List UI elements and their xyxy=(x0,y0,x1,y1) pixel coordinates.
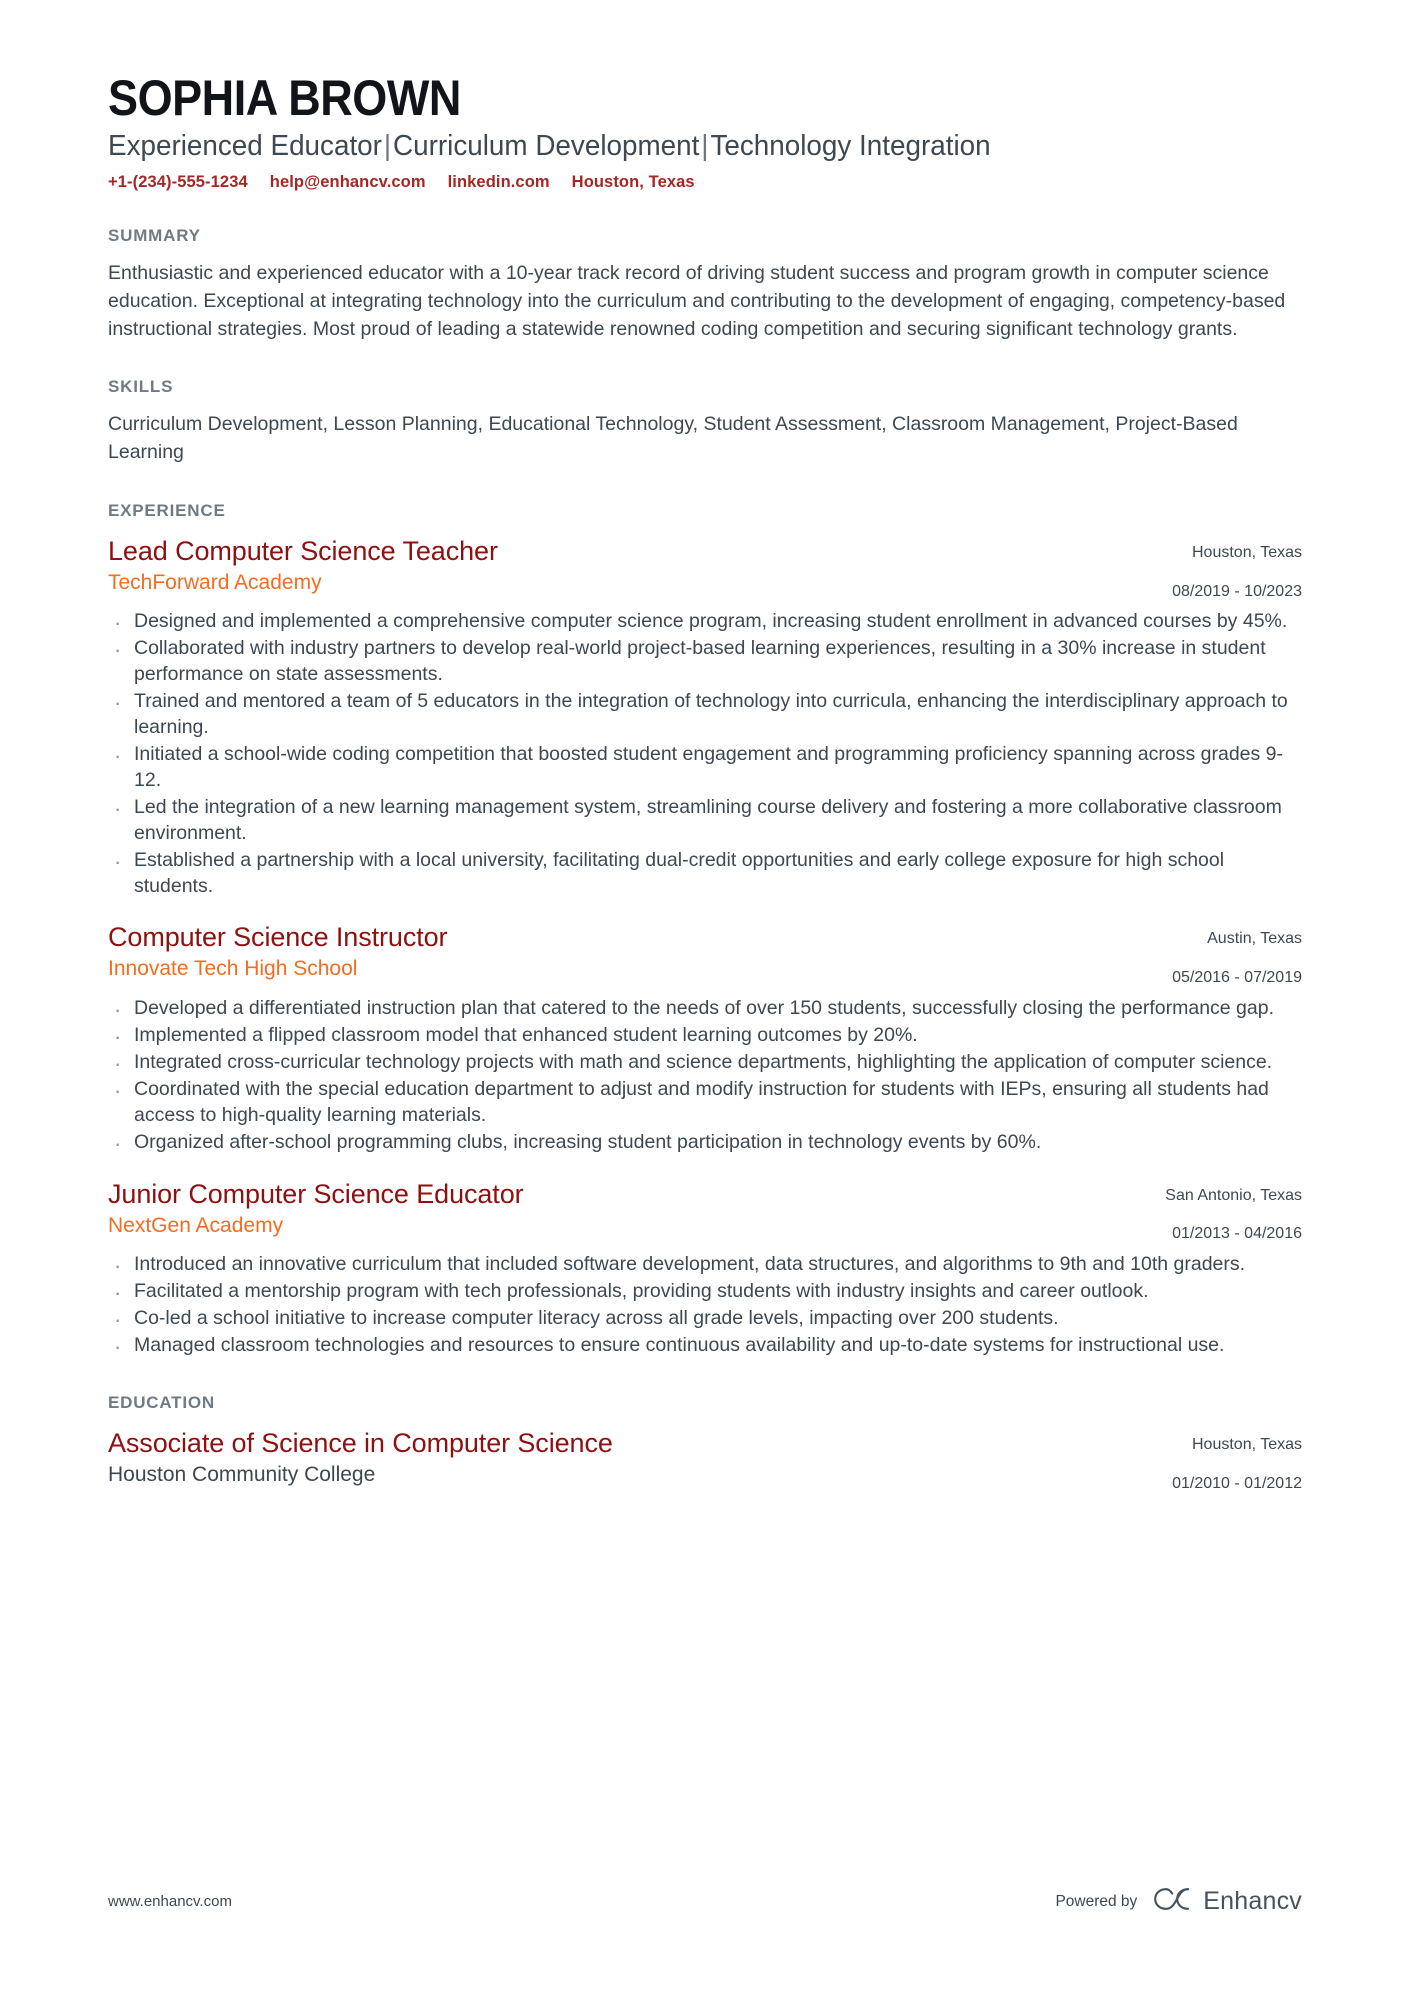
experience-organization: Innovate Tech High School xyxy=(108,957,358,981)
experience-entry xyxy=(108,535,1302,900)
contact-phone[interactable]: +1-(234)-555-1234 xyxy=(108,173,248,192)
experience-dates: 05/2016 - 07/2019 xyxy=(1172,969,1302,987)
experience-dates: 08/2019 - 10/2023 xyxy=(1172,582,1302,600)
section-heading-experience: EXPERIENCE xyxy=(108,500,226,520)
list-item: · Organized after-school programming clubs, increasing student participation in technology events by 60%. xyxy=(108,1130,1302,1156)
footer-url[interactable]: www.enhancv.com xyxy=(108,1893,232,1910)
section-skills xyxy=(108,377,1302,466)
section-education xyxy=(108,1393,1302,1495)
powered-by-label: Powered by xyxy=(1055,1892,1138,1910)
experience-bullets xyxy=(108,609,1302,899)
list-item: · Established a partnership with a local university, facilitating dual-credit opportunities and early college exposure for high school students. xyxy=(108,848,1302,900)
experience-role: Junior Computer Science Educator xyxy=(108,1178,524,1209)
list-item: · Facilitated a mentorship program with tech professionals, providing students with industry insights and career outlook. xyxy=(108,1279,1302,1305)
list-item: · Trained and mentored a team of 5 educators in the integration of technology into curricula, enhancing the interdisciplinary approach to learning. xyxy=(108,689,1302,741)
experience-entry-right xyxy=(1148,921,1302,989)
experience-entry-right xyxy=(1148,535,1302,603)
list-item: · Integrated cross-curricular technology projects with math and science departments, highlighting the application of computer science. xyxy=(108,1050,1302,1076)
experience-entry-left xyxy=(108,1178,1141,1239)
education-location: Houston, Texas xyxy=(1192,1435,1302,1453)
enhancv-brand-name: Enhancv xyxy=(1203,1887,1302,1915)
summary-text: Enthusiastic and experienced educator with a 10-year track record of driving student success and program growth in computer science education. Exceptional at integrating technology into the curriculum and contributing to the development of engaging, competency-based instructional strategies. Most proud of leading a statewide renowned coding competition and securing significant technology grants. xyxy=(108,262,1286,340)
education-degree: Associate of Science in Computer Science xyxy=(108,1427,613,1458)
list-item: · Introduced an innovative curriculum that included software development, data structures, and algorithms to 9th and 10th graders. xyxy=(108,1252,1302,1278)
education-entry-header xyxy=(108,1427,1302,1495)
education-institution: Houston Community College xyxy=(108,1462,376,1486)
headline-separator: | xyxy=(701,129,709,162)
experience-bullets xyxy=(108,996,1302,1156)
experience-entry-left xyxy=(108,535,1148,596)
headline-separator: | xyxy=(383,129,392,162)
experience-entry xyxy=(108,1178,1302,1359)
list-item: · Collaborated with industry partners to develop real-world project-based learning experiences, resulting in a 30% increase in student performance on state assessments. xyxy=(108,636,1302,688)
section-summary xyxy=(108,226,1302,343)
experience-entry-left xyxy=(108,921,1148,982)
list-item: · Implemented a flipped classroom model that enhanced student learning outcomes by 20%. xyxy=(108,1023,1302,1049)
experience-location: Austin, Texas xyxy=(1207,930,1302,948)
page-title: SOPHIA BROWN xyxy=(108,70,461,126)
experience-bullets xyxy=(108,1252,1302,1359)
section-heading-skills: SKILLS xyxy=(108,377,174,397)
education-entry-left xyxy=(108,1427,1148,1488)
education-entry xyxy=(108,1427,1302,1495)
experience-role: Computer Science Instructor xyxy=(108,922,448,953)
experience-location: San Antonio, Texas xyxy=(1165,1186,1302,1204)
list-item: · Initiated a school-wide coding competition that boosted student engagement and programming proficiency spanning across grades 9-12. xyxy=(108,742,1302,794)
list-item: · Developed a differentiated instruction plan that catered to the needs of over 150 students, successfully closing the performance gap. xyxy=(108,996,1302,1022)
list-item: · Co-led a school initiative to increase computer literacy across all grade levels, impacting over 200 students. xyxy=(108,1306,1302,1332)
experience-entry-header xyxy=(108,1178,1302,1246)
enhancv-logo-icon xyxy=(1153,1886,1193,1917)
professional-headline xyxy=(108,129,1254,164)
section-heading-education: EDUCATION xyxy=(108,1392,215,1412)
experience-entry xyxy=(108,921,1302,1155)
experience-role: Lead Computer Science Teacher xyxy=(108,535,498,566)
education-entry-right xyxy=(1148,1427,1302,1495)
experience-organization: NextGen Academy xyxy=(108,1213,284,1237)
list-item: · Designed and implemented a comprehensive computer science program, increasing student enrollment in advanced courses by 45%. xyxy=(108,609,1302,635)
list-item: · Led the integration of a new learning management system, streamlining course delivery and fostering a more collaborative classroom environment. xyxy=(108,795,1302,847)
experience-entry-header xyxy=(108,535,1302,603)
education-dates: 01/2010 - 01/2012 xyxy=(1172,1474,1302,1492)
list-item: · Managed classroom technologies and resources to ensure continuous availability and up-to-date systems for instructional use. xyxy=(108,1333,1302,1359)
contact-location: Houston, Texas xyxy=(571,173,695,192)
experience-entry-header xyxy=(108,921,1302,989)
contact-email[interactable]: help@enhancv.com xyxy=(269,173,426,192)
contact-linkedin[interactable]: linkedin.com xyxy=(447,173,550,192)
contact-row xyxy=(108,173,1302,192)
experience-dates: 01/2013 - 04/2016 xyxy=(1172,1225,1302,1243)
skills-text: Curriculum Development, Lesson Planning, Educational Technology, Student Assessment, Classroom Management, Project-Based Learning xyxy=(108,413,1238,464)
list-item: · Coordinated with the special education department to adjust and modify instruction for students with IEPs, ensuring all students had access to high-quality learning materials. xyxy=(108,1077,1302,1129)
experience-entry-right xyxy=(1141,1178,1302,1246)
enhancv-brand xyxy=(1153,1886,1302,1917)
page-footer xyxy=(108,1886,1302,1917)
section-heading-summary: SUMMARY xyxy=(108,226,201,246)
experience-location: Houston, Texas xyxy=(1192,543,1302,561)
section-experience xyxy=(108,501,1302,1359)
footer-branding xyxy=(1055,1886,1302,1917)
headline-part-3: Technology Integration xyxy=(710,129,991,162)
experience-organization: TechForward Academy xyxy=(108,570,322,594)
resume-header xyxy=(108,72,1302,192)
headline-part-1: Experienced Educator xyxy=(108,129,382,162)
headline-part-2: Curriculum Development xyxy=(393,129,700,162)
